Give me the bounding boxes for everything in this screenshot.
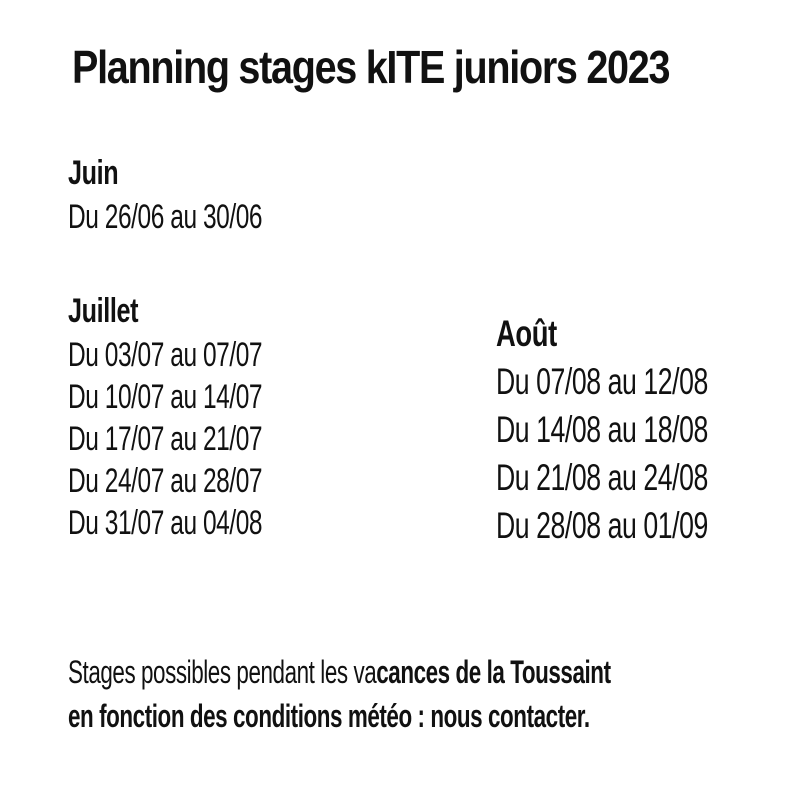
date-range: Du 07/08 au 12/08 [496, 361, 708, 402]
date-range: Du 31/07 au 04/08 [68, 504, 263, 542]
month-block-juillet [68, 288, 338, 544]
month-block-aout [496, 310, 790, 550]
month-heading-aout: Août [496, 313, 557, 354]
date-range: Du 17/07 au 21/07 [68, 420, 263, 458]
month-heading-juillet: Juillet [68, 292, 139, 330]
date-range: Du 14/08 au 18/08 [496, 409, 708, 450]
date-range: Du 10/07 au 14/07 [68, 378, 263, 416]
footer-note [68, 650, 788, 738]
footer-text-bold: cances de la Toussaint [376, 654, 611, 690]
date-range: Du 26/06 au 30/06 [68, 198, 263, 236]
footer-line-1 [68, 650, 611, 694]
date-range: Du 21/08 au 24/08 [496, 457, 708, 498]
date-range: Du 28/08 au 01/09 [496, 505, 708, 546]
date-range: Du 24/07 au 28/07 [68, 462, 263, 500]
footer-text-regular: Stages possibles pendant les va [68, 654, 377, 690]
month-block-juin [68, 150, 338, 238]
title-container [72, 42, 732, 112]
date-range: Du 03/07 au 07/07 [68, 336, 263, 374]
footer-text-contact: en fonction des conditions météo : nous contacter. [68, 698, 590, 734]
month-heading-juin: Juin [68, 154, 119, 192]
footer-line-2 [68, 694, 590, 738]
page-title: Planning stages kITE juniors 2023 [72, 41, 670, 93]
